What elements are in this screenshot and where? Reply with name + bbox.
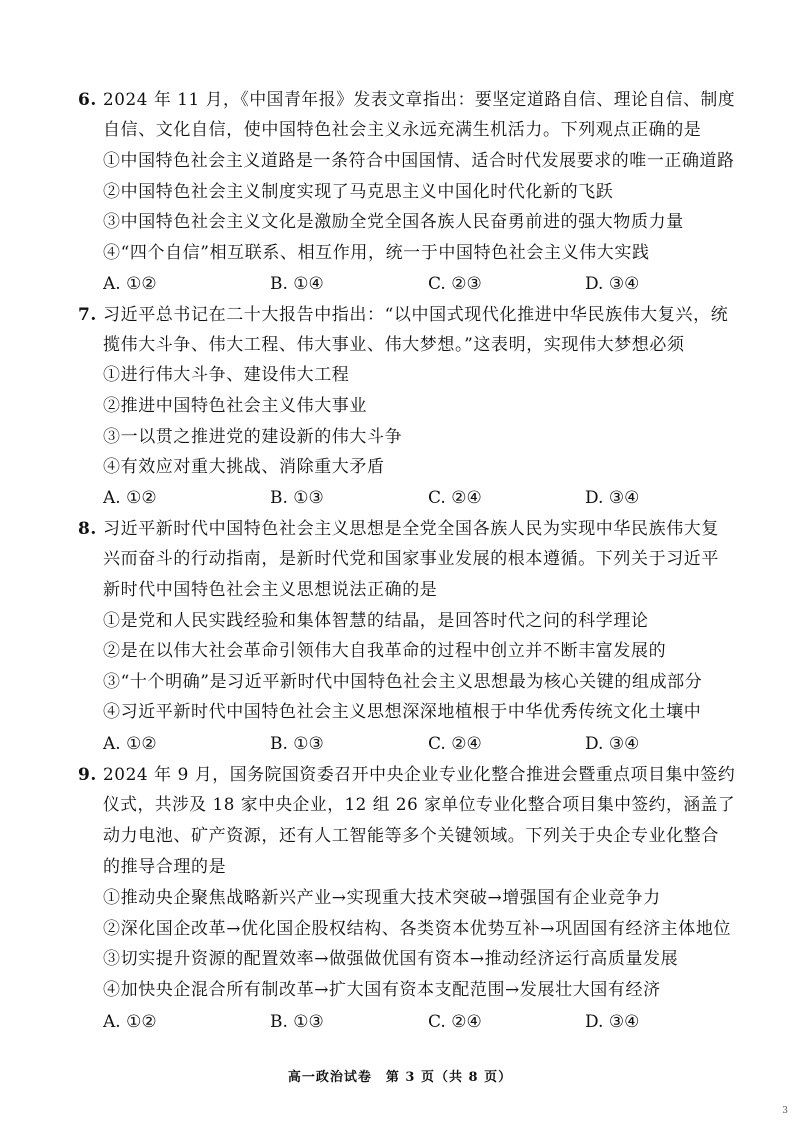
statement-4: ④习近平新时代中国特色社会主义思想深深地植根于中华优秀传统文化土壤中 xyxy=(103,702,702,722)
question-stem-line: 兴而奋斗的行动指南，是新时代党和国家事业发展的根本遵循。下列关于习近平 xyxy=(103,549,719,569)
question-stem-line: 动力电池、矿产资源，还有人工智能等多个关键领域。下列关于央企专业化整合 xyxy=(103,826,719,846)
question-stem-line: 新时代中国特色社会主义思想说法正确的是 xyxy=(103,580,438,600)
option-c: C. ②③ xyxy=(428,274,482,294)
question-stem-line: 自信、文化自信，使中国特色社会主义永远充满生机活力。下列观点正确的是 xyxy=(103,120,702,140)
page-corner-number: 3 xyxy=(782,1106,788,1116)
option-b: B. ①④ xyxy=(270,274,324,294)
option-d: D. ③④ xyxy=(585,488,640,508)
question-stem-line: 揽伟大斗争、伟大工程、伟大事业、伟大梦想。”这表明，实现伟大梦想必须 xyxy=(103,335,685,355)
question-stem-line: 的推导合理的是 xyxy=(103,857,227,877)
option-b: B. ①③ xyxy=(270,734,324,754)
question-stem-line: 仪式，共涉及 18 家中央企业，12 组 26 家单位专业化整合项目集中签约，涵盖了 xyxy=(103,795,736,815)
statement-1: ①推动央企聚焦战略新兴产业→实现重大技术突破→增强国有企业竞争力 xyxy=(103,888,661,908)
option-d: D. ③④ xyxy=(585,734,640,754)
question-number: 7. xyxy=(78,305,97,325)
statement-2: ②推进中国特色社会主义伟大事业 xyxy=(103,396,367,416)
option-d: D. ③④ xyxy=(585,274,640,294)
statement-3: ③一以贯之推进党的建设新的伟大斗争 xyxy=(103,427,403,447)
question-stem-line: 2024 年 11 月，《中国青年报》发表文章指出：要坚定道路自信、理论自信、制度 xyxy=(103,90,736,110)
statement-3: ③“十个明确”是习近平新时代中国特色社会主义思想最为核心关键的组成部分 xyxy=(103,672,703,692)
page-footer: 高一政治试卷 第 3 页（共 8 页） xyxy=(287,1070,513,1085)
option-a: A. ①② xyxy=(103,1012,157,1032)
question-number: 6. xyxy=(78,90,97,110)
statement-2: ②中国特色社会主义制度实现了马克思主义中国化时代化新的飞跃 xyxy=(103,182,614,202)
question-stem-line: 习近平总书记在二十大报告中指出：“以中国式现代化推进中华民族伟大复兴，统 xyxy=(103,305,729,325)
statement-2: ②深化国企改革→优化国企股权结构、各类资本优势互补→巩固国有经济主体地位 xyxy=(103,919,732,939)
option-b: B. ①③ xyxy=(270,488,324,508)
option-c: C. ②④ xyxy=(428,488,482,508)
question-stem-line: 习近平新时代中国特色社会主义思想是全党全国各族人民为实现中华民族伟大复 xyxy=(103,519,719,539)
statement-3: ③中国特色社会主义文化是激励全党全国各族人民奋勇前进的强大物质力量 xyxy=(103,212,684,232)
question-number: 8. xyxy=(78,519,97,539)
statement-4: ④加快央企混合所有制改革→扩大国有资本支配范围→发展壮大国有经济 xyxy=(103,980,661,1000)
question-number: 9. xyxy=(78,765,97,785)
statement-1: ①进行伟大斗争、建设伟大工程 xyxy=(103,365,350,385)
option-a: A. ①② xyxy=(103,274,157,294)
option-c: C. ②④ xyxy=(428,734,482,754)
option-b: B. ①③ xyxy=(270,1012,324,1032)
statement-4: ④有效应对重大挑战、消除重大矛盾 xyxy=(103,457,385,477)
option-a: A. ①② xyxy=(103,488,157,508)
statement-3: ③切实提升资源的配置效率→做强做优国有资本→推动经济运行高质量发展 xyxy=(103,949,679,969)
question-stem-line: 2024 年 9 月，国务院国资委召开中央企业专业化整合推进会暨重点项目集中签约 xyxy=(103,765,736,785)
option-c: C. ②④ xyxy=(428,1012,482,1032)
option-a: A. ①② xyxy=(103,734,157,754)
statement-1: ①是党和人民实践经验和集体智慧的结晶，是回答时代之问的科学理论 xyxy=(103,611,649,631)
option-d: D. ③④ xyxy=(585,1012,640,1032)
statement-2: ②是在以伟大社会革命引领伟大自我革命的过程中创立并不断丰富发展的 xyxy=(103,641,667,661)
statement-4: ④“四个自信”相互联系、相互作用，统一于中国特色社会主义伟大实践 xyxy=(103,243,650,263)
statement-1: ①中国特色社会主义道路是一条符合中国国情、适合时代发展要求的唯一正确道路 xyxy=(103,151,735,171)
